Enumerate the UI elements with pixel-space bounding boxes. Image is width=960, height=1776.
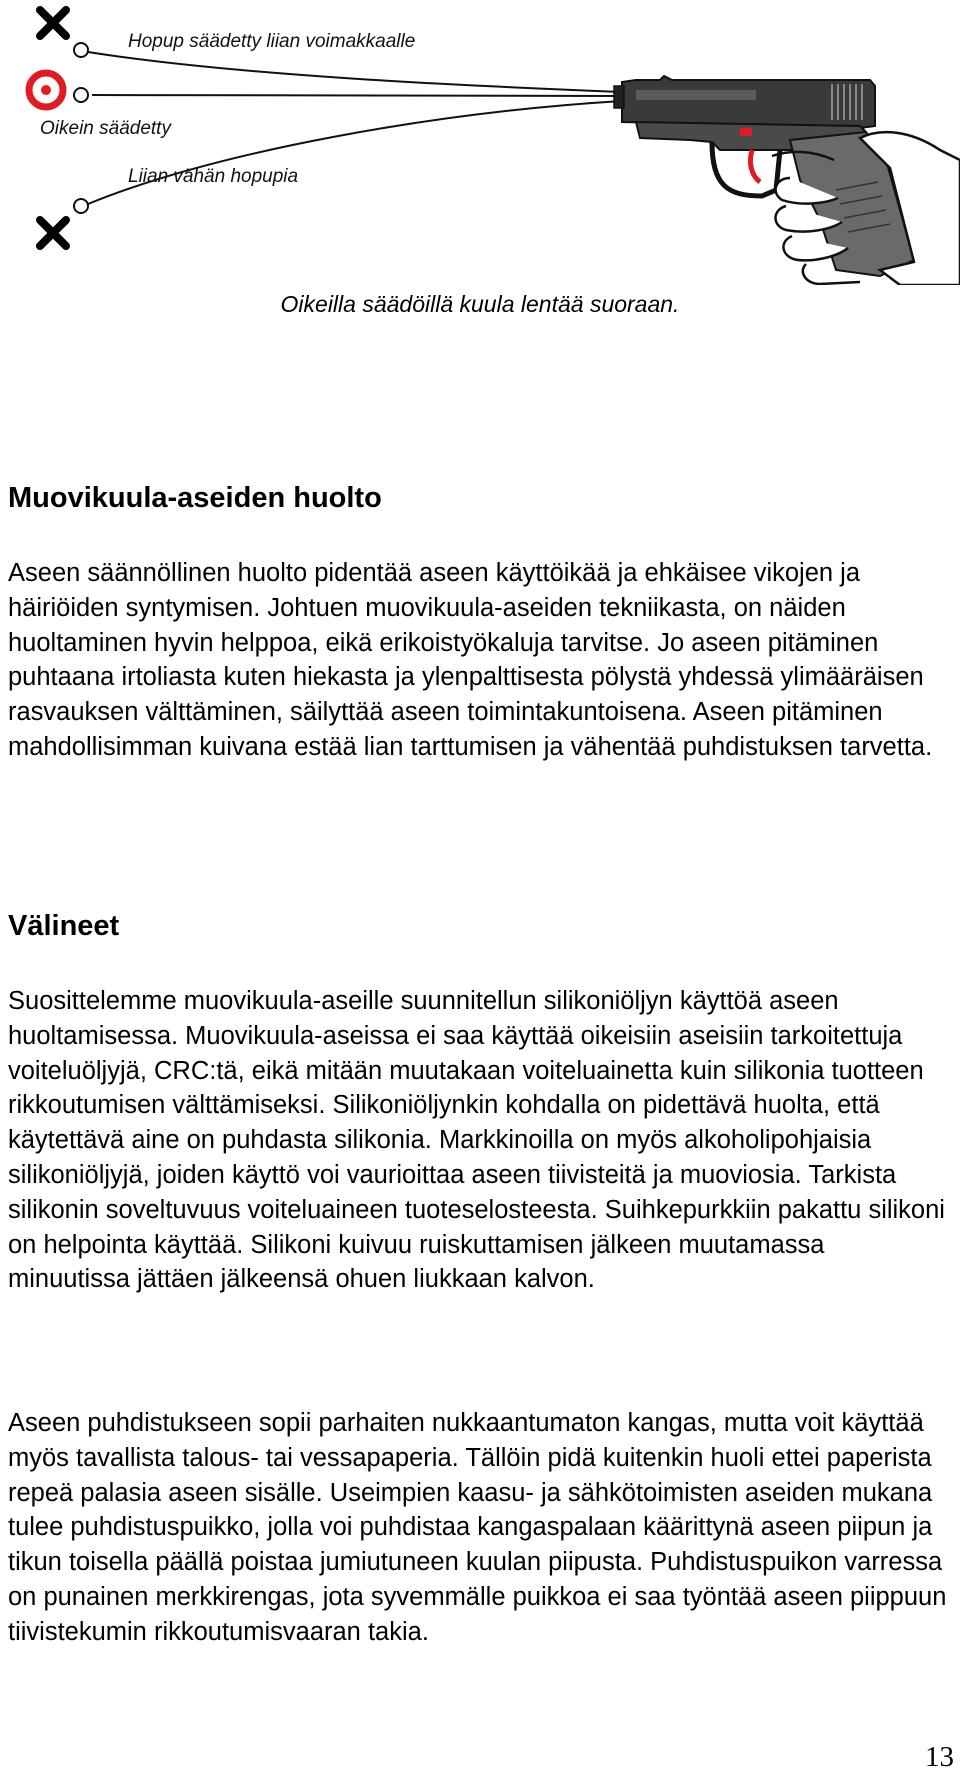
paragraph-silicone-oil: Suosittelemme muovikuula-aseille suunnitellun silikoniöljyn käyttöä aseen huoltamisessa. Muovikuula-aseissa ei saa käyttää oikeisiin aseisiin tarkoitettuja voiteluöljyjä, CRC:tä, eikä mitään muutakaan voiteluainetta kuin silikonia tuotteen rikkoutumisen välttämiseksi. Silikoniöljynkin kohdalla on pidettävä huolta, että käytettävä aine on puhdasta silikonia. Markkinoilla on myös alkoholipohjaisia silikoniöljyjä, joiden käyttö voi vaurioittaa aseen tiivisteitä ja muoviosia. Tarkista silikonin soveltuvuus voiteluaineen tuoteselosteesta. Suihkepurkkiin pakattu silikoni on helpointa käyttää. Silikoni kuivuu ruiskuttamisen jälkeen muutamassa minuutissa jättäen jälkeensä ohuen liukkaan kalvon. bbox=[8, 987, 945, 1294]
paragraph-maintenance: Aseen säännöllinen huolto pidentää aseen käyttöikää ja ehkäisee vikojen ja häiriöiden syntymisen. Johtuen muovikuula-aseiden tekniikasta, on näiden huoltaminen hyvin helppoa, eikä erikoistyökaluja tarvitse. Jo aseen pitäminen puhtaana irtoliasta kuten hiekasta ja ylenpalttisesta pölystä yhdessä ylimääräisen rasvauksen välttäminen, säilyttää aseen toimintakuntoisena. Aseen pitäminen mahdollisimman kuivana estää lian tarttumisen ja vähentää puhdistuksen tarvetta. bbox=[8, 559, 933, 761]
trajectory-high bbox=[88, 52, 624, 92]
page-number: 13 bbox=[925, 1741, 954, 1773]
cross-mark-icon bbox=[40, 220, 66, 246]
pistol-icon bbox=[614, 76, 914, 276]
cross-mark-icon bbox=[40, 10, 66, 36]
hopup-diagram bbox=[0, 0, 960, 285]
label-hopup-too-strong: Hopup säädetty liian voimakkaalle bbox=[128, 31, 416, 52]
figure-caption: Oikeilla säädöillä kuula lentää suoraan. bbox=[280, 291, 680, 317]
label-correct: Oikein säädetty bbox=[40, 118, 171, 139]
paragraph-cleaning: Aseen puhdistukseen sopii parhaiten nukkaantumaton kangas, mutta voit käyttää myös tavallista talous- tai vessapaperia. Tällöin pidä kuitenkin huoli ettei paperista repeä palasia aseen sisälle. Useimpien kaasu- ja sähkötoimisten aseiden mukana tulee puhdistuspuikko, jolla voi puhdistaa kangaspalaan käärittynä aseen piipun ja tikun toisella päällä poistaa jumiutuneen kuulan piipusta. Puhdistuspuikon varressa on punainen merkkirengas, jota syvemmälle puikkoa ei saa työntää aseen piippuun tiivistekumin rikkoutumisvaaran takia. bbox=[8, 1409, 947, 1646]
section-heading-tools: Välineet bbox=[8, 910, 120, 942]
trajectory-straight bbox=[92, 95, 622, 96]
label-too-little-hopup: Liian vähän hopupia bbox=[128, 166, 299, 187]
trajectory-low bbox=[88, 101, 622, 204]
section-heading-maintenance: Muovikuula-aseiden huolto bbox=[8, 482, 382, 514]
target-icon bbox=[29, 73, 63, 107]
